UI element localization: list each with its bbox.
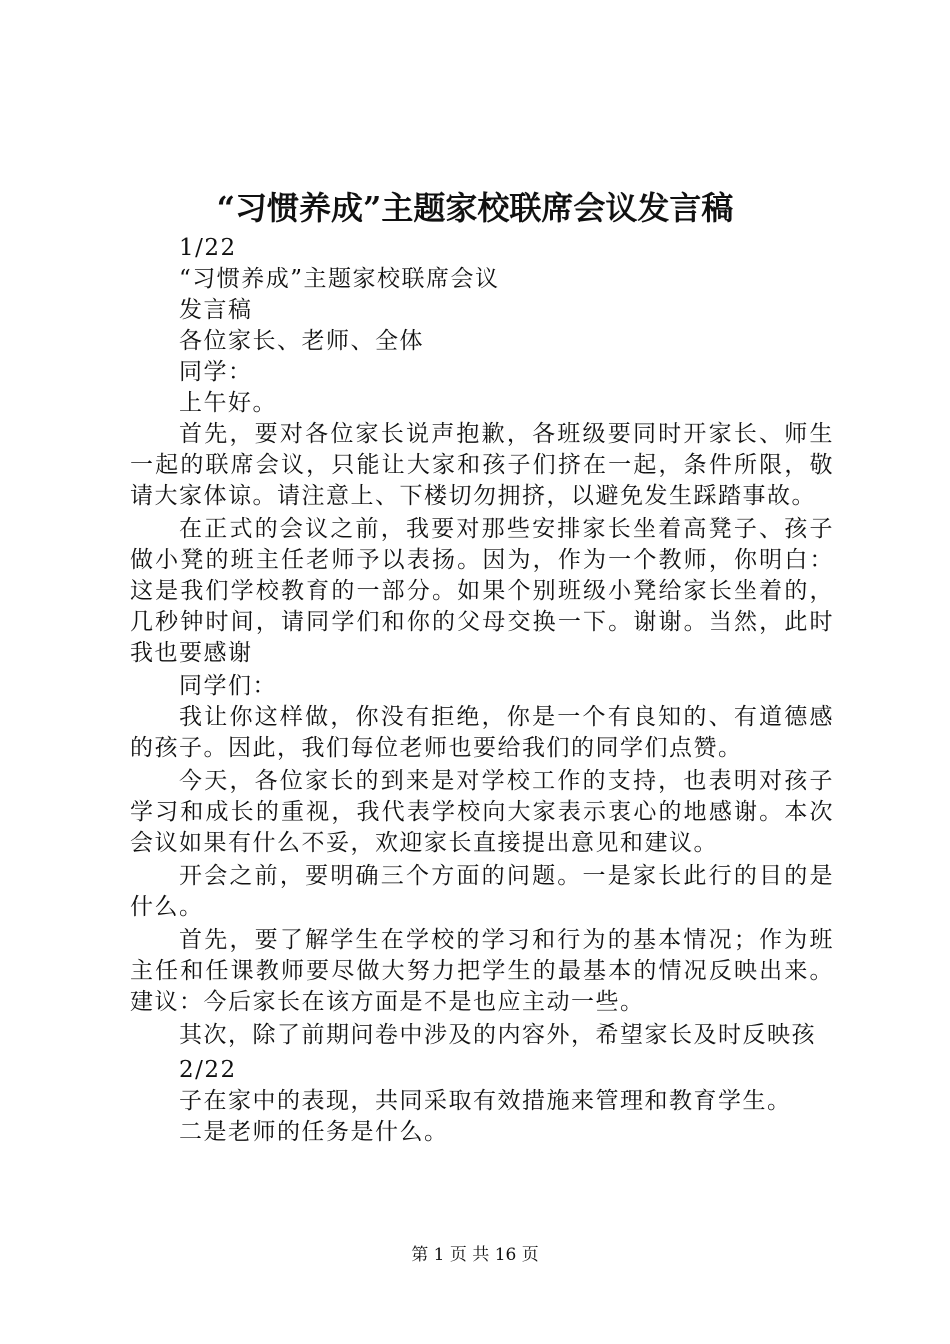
paragraph: 子在家中的表现，共同采取有效措施来管理和教育学生。: [179, 1088, 792, 1114]
paragraph: 在正式的会议之前，我要对那些安排家长坐着高凳子、孩子做小凳的班主任老师予以表扬。因为，作为一个教师，你明白：这是我们学校教育的一部分。如果个别班级小凳给家长坐着的，几秒钟时间，请同学们和你的父母交换一下。谢谢。当然，此时我也要感谢: [130, 516, 834, 666]
document-body: [130, 233, 834, 1148]
paragraph: 二是老师的任务是什么。: [179, 1119, 449, 1145]
paragraph: 今天，各位家长的到来是对学校工作的支持，也表明对孩子学习和成长的重视，我代表学校向大家表示衷心的地感谢。本次会议如果有什么不妥，欢迎家长直接提出意见和建议。: [130, 768, 834, 856]
salutation-line: 同学：: [179, 359, 253, 385]
page-marker: 1/22: [179, 235, 237, 261]
page-marker: 2/22: [179, 1057, 237, 1083]
page-footer: 第 1 页 共 16 页: [411, 1245, 539, 1265]
paragraph: 同学们：: [179, 673, 277, 699]
paragraph: 开会之前，要明确三个方面的问题。一是家长此行的目的是什么。: [130, 863, 834, 920]
paragraph: 首先，要了解学生在学校的学习和行为的基本情况；作为班主任和任课教师要尽做大努力把学生的最基本的情况反映出来。建议：今后家长在该方面是不是也应主动一些。: [130, 927, 834, 1015]
document-title: “习惯养成”主题家校联席会议发言稿: [216, 189, 734, 227]
greeting-line: 上午好。: [179, 390, 277, 416]
paragraph: 其次，除了前期问卷中涉及的内容外，希望家长及时反映孩: [179, 1022, 816, 1048]
heading-line: “习惯养成”主题家校联席会议: [179, 266, 500, 292]
paragraph: 首先，要对各位家长说声抱歉，各班级要同时开家长、师生一起的联席会议，只能让大家和孩子们挤在一起，条件所限，敬请大家体谅。请注意上、下楼切勿拥挤，以避免发生踩踏事故。: [130, 421, 834, 509]
heading-line: 发言稿: [179, 297, 253, 323]
salutation-line: 各位家长、老师、全体: [179, 328, 424, 354]
paragraph: 我让你这样做，你没有拒绝，你是一个有良知的、有道德感的孩子。因此，我们每位老师也要给我们的同学们点赞。: [130, 704, 834, 761]
